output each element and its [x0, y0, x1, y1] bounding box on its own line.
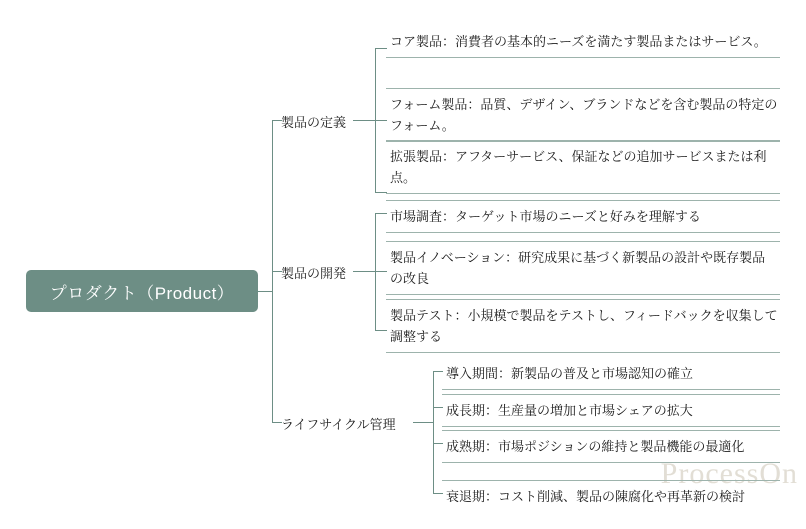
leaf-decline-stage[interactable]: 衰退期：コスト削減、製品の陳腐化や再革新の検討: [442, 480, 780, 512]
leaf-growth-stage[interactable]: 成長期：生産量の増加と市場シェアの拡大: [442, 394, 780, 427]
leaf-introduction-stage[interactable]: 導入期間：新製品の普及と市場認知の確立: [442, 358, 780, 390]
leaf-form-product[interactable]: フォーム製品：品質、デザイン、ブランドなどを含む製品の特定のフォーム。: [386, 88, 780, 142]
connector-branch-3-stem: [413, 422, 433, 423]
connector-branch-2-stem: [353, 271, 375, 272]
leaf-product-testing[interactable]: 製品テスト：小規模で製品をテストし、フィードバックを収集して調整する: [386, 299, 780, 353]
leaf-market-research[interactable]: 市場調査：ターゲット市場のニーズと好みを理解する: [386, 200, 780, 233]
connector-branch-3-spine: [433, 371, 434, 493]
leaf-product-innovation[interactable]: 製品イノベーション：研究成果に基づく新製品の設計や既存製品の改良: [386, 241, 780, 295]
branch-label-product-development[interactable]: 製品の開発: [281, 266, 347, 281]
branch-label-lifecycle-management[interactable]: ライフサイクル管理: [281, 417, 396, 432]
connector-root-stem: [258, 291, 272, 292]
leaf-core-product[interactable]: コア製品：消費者の基本的ニーズを満たす製品またはサービス。: [386, 26, 780, 58]
processon-watermark: ProcessOn: [660, 457, 798, 490]
leaf-maturity-stage[interactable]: 成熟期：市場ポジションの維持と製品機能の最適化: [442, 430, 780, 463]
leaf-augmented-product[interactable]: 拡張製品：アフターサービス、保証などの追加サービスまたは利点。: [386, 140, 780, 194]
connector-branch-1-stem: [353, 120, 375, 121]
root-node[interactable]: [26, 270, 258, 312]
branch-label-product-definition[interactable]: 製品の定義: [281, 115, 347, 130]
root-node-label: プロダクト（Product）: [49, 283, 235, 303]
